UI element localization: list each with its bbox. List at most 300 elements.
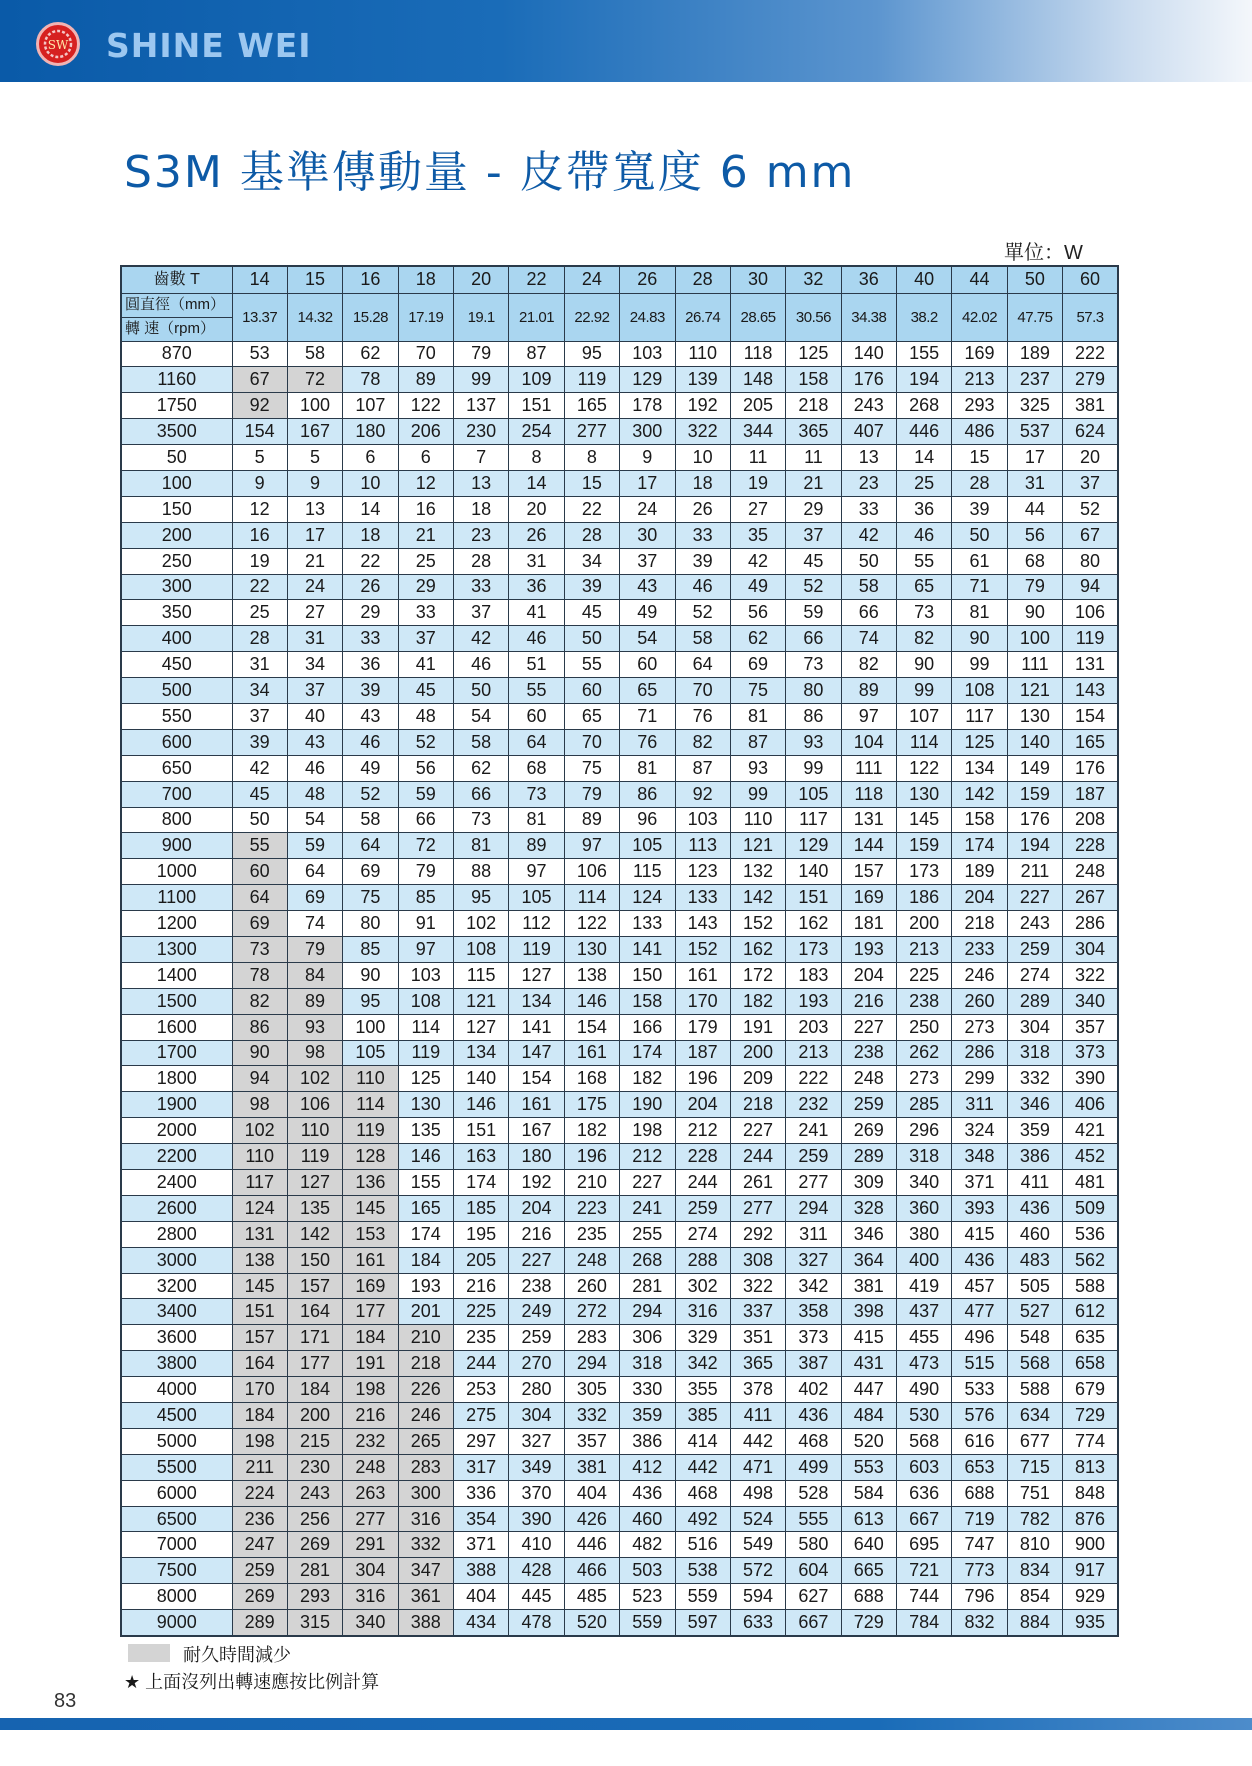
power-cell: 228: [675, 1144, 730, 1170]
power-cell: 262: [897, 1040, 952, 1066]
rpm-cell: 2000: [121, 1118, 232, 1144]
power-cell: 154: [232, 419, 287, 445]
table-row: [121, 678, 1118, 704]
power-cell: 225: [897, 962, 952, 988]
table-row: [121, 600, 1118, 626]
power-cell: 232: [786, 1092, 841, 1118]
power-cell: 478: [509, 1610, 564, 1636]
power-cell: 370: [509, 1480, 564, 1506]
power-cell: 280: [509, 1377, 564, 1403]
power-cell: 50: [564, 626, 619, 652]
power-cell: 27: [730, 496, 785, 522]
power-cell: 25: [398, 548, 453, 574]
power-cell: 426: [564, 1506, 619, 1532]
table-row: [121, 1066, 1118, 1092]
power-cell: 597: [675, 1610, 730, 1636]
power-cell: 162: [730, 936, 785, 962]
power-cell: 73: [509, 781, 564, 807]
power-cell: 227: [730, 1118, 785, 1144]
power-cell: 466: [564, 1558, 619, 1584]
power-cell: 419: [897, 1273, 952, 1299]
power-cell: 182: [620, 1066, 675, 1092]
rpm-cell: 1300: [121, 936, 232, 962]
power-cell: 436: [1007, 1195, 1062, 1221]
power-cell: 688: [952, 1480, 1007, 1506]
power-cell: 35: [730, 522, 785, 548]
power-cell: 346: [841, 1221, 896, 1247]
power-cell: 365: [786, 419, 841, 445]
table-row: [121, 703, 1118, 729]
tooth-count-row: [121, 266, 1118, 293]
power-cell: 56: [730, 600, 785, 626]
power-cell: 653: [952, 1454, 1007, 1480]
power-cell: 103: [620, 341, 675, 367]
power-cell: 19: [730, 470, 785, 496]
power-cell: 21: [287, 548, 342, 574]
power-cell: 90: [1007, 600, 1062, 626]
power-cell: 112: [509, 911, 564, 937]
power-cell: 34: [232, 678, 287, 704]
power-cell: 241: [786, 1118, 841, 1144]
table-row: [121, 1325, 1118, 1351]
power-cell: 216: [454, 1273, 509, 1299]
power-cell: 80: [343, 911, 398, 937]
power-cell: 721: [897, 1558, 952, 1584]
rpm-cell: 6000: [121, 1480, 232, 1506]
power-cell: 358: [786, 1299, 841, 1325]
power-cell: 79: [564, 781, 619, 807]
power-cell: 121: [454, 988, 509, 1014]
power-cell: 328: [841, 1195, 896, 1221]
power-cell: 14: [897, 445, 952, 471]
power-cell: 332: [1007, 1066, 1062, 1092]
power-cell: 259: [841, 1092, 896, 1118]
power-cell: 22: [232, 574, 287, 600]
power-cell: 230: [454, 419, 509, 445]
power-cell: 189: [1007, 341, 1062, 367]
power-cell: 102: [454, 911, 509, 937]
power-cell: 267: [1063, 885, 1118, 911]
power-cell: 498: [730, 1480, 785, 1506]
power-cell: 31: [232, 652, 287, 678]
power-cell: 359: [620, 1403, 675, 1429]
power-cell: 54: [454, 703, 509, 729]
power-cell: 23: [454, 522, 509, 548]
power-cell: 53: [232, 341, 287, 367]
power-cell: 58: [675, 626, 730, 652]
power-cell: 388: [454, 1558, 509, 1584]
power-cell: 442: [730, 1428, 785, 1454]
power-cell: 548: [1007, 1325, 1062, 1351]
power-cell: 477: [952, 1299, 1007, 1325]
power-cell: 106: [564, 859, 619, 885]
power-cell: 296: [897, 1118, 952, 1144]
power-cell: 386: [620, 1428, 675, 1454]
power-cell: 62: [454, 755, 509, 781]
power-cell: 69: [730, 652, 785, 678]
power-cell: 115: [454, 962, 509, 988]
reduced-life-cell: 79: [287, 936, 342, 962]
power-cell: 71: [620, 703, 675, 729]
power-cell: 261: [730, 1170, 785, 1196]
tooth-count-cell: 24: [564, 266, 619, 293]
power-cell: 436: [786, 1403, 841, 1429]
power-cell: 446: [564, 1532, 619, 1558]
power-cell: 176: [841, 367, 896, 393]
power-cell: 34: [287, 652, 342, 678]
power-cell: 140: [454, 1066, 509, 1092]
power-cell: 43: [620, 574, 675, 600]
power-cell: 15: [952, 445, 1007, 471]
reduced-life-cell: 277: [343, 1506, 398, 1532]
power-cell: 157: [841, 859, 896, 885]
reduced-life-cell: 224: [232, 1480, 287, 1506]
power-cell: 48: [398, 703, 453, 729]
power-cell: 15: [564, 470, 619, 496]
power-cell: 695: [897, 1532, 952, 1558]
power-cell: 105: [786, 781, 841, 807]
power-cell: 917: [1063, 1558, 1118, 1584]
power-cell: 125: [952, 729, 1007, 755]
power-cell: 359: [1007, 1118, 1062, 1144]
reduced-life-cell: 256: [287, 1506, 342, 1532]
power-cell: 28: [952, 470, 1007, 496]
power-cell: 42: [841, 522, 896, 548]
power-cell: 108: [454, 936, 509, 962]
power-cell: 243: [841, 393, 896, 419]
power-cell: 259: [1007, 936, 1062, 962]
power-cell: 572: [730, 1558, 785, 1584]
power-cell: 559: [620, 1610, 675, 1636]
power-cell: 306: [620, 1325, 675, 1351]
table-row: [121, 988, 1118, 1014]
diameter-cell: 42.02: [952, 293, 1007, 341]
power-cell: 244: [730, 1144, 785, 1170]
power-cell: 516: [675, 1532, 730, 1558]
power-cell: 75: [730, 678, 785, 704]
power-cell: 309: [841, 1170, 896, 1196]
power-cell: 169: [841, 885, 896, 911]
power-cell: 304: [509, 1403, 564, 1429]
power-cell: 273: [897, 1066, 952, 1092]
power-cell: 22: [343, 548, 398, 574]
power-cell: 103: [398, 962, 453, 988]
power-cell: 747: [952, 1532, 1007, 1558]
power-cell: 55: [897, 548, 952, 574]
power-cell: 119: [1063, 626, 1118, 652]
power-cell: 119: [398, 1040, 453, 1066]
power-cell: 848: [1063, 1480, 1118, 1506]
power-cell: 499: [786, 1454, 841, 1480]
reduced-life-cell: 211: [232, 1454, 287, 1480]
diameter-cell: 34.38: [841, 293, 896, 341]
rpm-cell: 5000: [121, 1428, 232, 1454]
power-cell: 468: [675, 1480, 730, 1506]
power-cell: 415: [952, 1221, 1007, 1247]
tooth-count-cell: 60: [1063, 266, 1118, 293]
power-cell: 26: [675, 496, 730, 522]
power-cell: 198: [620, 1118, 675, 1144]
reduced-life-cell: 177: [287, 1351, 342, 1377]
power-cell: 96: [620, 807, 675, 833]
power-cell: 118: [730, 341, 785, 367]
reduced-life-cell: 164: [232, 1351, 287, 1377]
gear-logo-icon: [42, 28, 74, 60]
power-cell: 228: [1063, 833, 1118, 859]
reduced-life-cell: 110: [232, 1144, 287, 1170]
power-cell: 406: [1063, 1092, 1118, 1118]
power-cell: 259: [786, 1144, 841, 1170]
power-cell: 100: [343, 1014, 398, 1040]
power-cell: 41: [509, 600, 564, 626]
power-rating-table: [120, 265, 1119, 1637]
power-cell: 634: [1007, 1403, 1062, 1429]
reduced-life-cell: 86: [232, 1014, 287, 1040]
power-cell: 667: [897, 1506, 952, 1532]
power-cell: 37: [786, 522, 841, 548]
table-row: [121, 1092, 1118, 1118]
power-cell: 9: [287, 470, 342, 496]
power-cell: 196: [564, 1144, 619, 1170]
power-cell: 460: [1007, 1221, 1062, 1247]
power-cell: 318: [1007, 1040, 1062, 1066]
power-cell: 82: [841, 652, 896, 678]
reduced-life-cell: 215: [287, 1428, 342, 1454]
rpm-cell: 7000: [121, 1532, 232, 1558]
power-cell: 810: [1007, 1532, 1062, 1558]
power-cell: 64: [509, 729, 564, 755]
power-cell: 515: [952, 1351, 1007, 1377]
power-cell: 194: [897, 367, 952, 393]
power-cell: 216: [509, 1221, 564, 1247]
reduced-life-cell: 332: [398, 1532, 453, 1558]
power-cell: 635: [1063, 1325, 1118, 1351]
power-cell: 832: [952, 1610, 1007, 1636]
reduced-life-cell: 119: [343, 1118, 398, 1144]
power-cell: 26: [343, 574, 398, 600]
power-cell: 636: [897, 1480, 952, 1506]
power-cell: 9: [620, 445, 675, 471]
power-cell: 52: [343, 781, 398, 807]
reduced-life-cell: 316: [398, 1506, 453, 1532]
power-cell: 69: [287, 885, 342, 911]
power-cell: 190: [620, 1092, 675, 1118]
reduced-life-cell: 124: [232, 1195, 287, 1221]
power-cell: 398: [841, 1299, 896, 1325]
power-cell: 193: [841, 936, 896, 962]
table-row: [121, 1040, 1118, 1066]
rpm-cell: 1800: [121, 1066, 232, 1092]
power-cell: 119: [564, 367, 619, 393]
table-row: [121, 1299, 1118, 1325]
table-row: [121, 626, 1118, 652]
power-cell: 259: [675, 1195, 730, 1221]
power-cell: 39: [675, 548, 730, 574]
power-cell: 147: [509, 1040, 564, 1066]
power-cell: 182: [564, 1118, 619, 1144]
power-cell: 43: [343, 703, 398, 729]
diameter-cell: 57.3: [1063, 293, 1118, 341]
reduced-life-cell: 92: [232, 393, 287, 419]
power-cell: 342: [786, 1273, 841, 1299]
power-cell: 81: [620, 755, 675, 781]
reduced-life-cell: 184: [343, 1325, 398, 1351]
power-cell: 80: [786, 678, 841, 704]
power-cell: 95: [564, 341, 619, 367]
power-cell: 218: [952, 911, 1007, 937]
power-cell: 447: [841, 1377, 896, 1403]
power-cell: 124: [620, 885, 675, 911]
power-cell: 442: [675, 1454, 730, 1480]
power-cell: 30: [620, 522, 675, 548]
power-cell: 72: [398, 833, 453, 859]
rpm-cell: 200: [121, 522, 232, 548]
power-cell: 33: [454, 574, 509, 600]
power-cell: 143: [1063, 678, 1118, 704]
rpm-cell: 1900: [121, 1092, 232, 1118]
power-cell: 186: [897, 885, 952, 911]
reduced-life-cell: 171: [287, 1325, 342, 1351]
table-row: [121, 885, 1118, 911]
power-cell: 509: [1063, 1195, 1118, 1221]
power-cell: 161: [509, 1092, 564, 1118]
power-cell: 60: [620, 652, 675, 678]
table-row: [121, 393, 1118, 419]
reduced-life-cell: 230: [287, 1454, 342, 1480]
power-cell: 82: [897, 626, 952, 652]
power-cell: 412: [620, 1454, 675, 1480]
power-cell: 18: [454, 496, 509, 522]
power-cell: 59: [287, 833, 342, 859]
power-cell: 218: [730, 1092, 785, 1118]
diameter-cell: 19.1: [454, 293, 509, 341]
power-cell: 200: [730, 1040, 785, 1066]
power-cell: 222: [786, 1066, 841, 1092]
power-cell: 21: [398, 522, 453, 548]
power-cell: 110: [675, 341, 730, 367]
power-cell: 71: [952, 574, 1007, 600]
power-cell: 146: [564, 988, 619, 1014]
table-row: [121, 419, 1118, 445]
power-cell: 324: [952, 1118, 1007, 1144]
table-row: [121, 859, 1118, 885]
reduced-life-cell: 151: [232, 1299, 287, 1325]
power-cell: 170: [675, 988, 730, 1014]
rpm-cell: 500: [121, 678, 232, 704]
power-cell: 612: [1063, 1299, 1118, 1325]
power-cell: 381: [564, 1454, 619, 1480]
rpm-cell: 550: [121, 703, 232, 729]
power-cell: 183: [786, 962, 841, 988]
power-cell: 41: [398, 652, 453, 678]
power-cell: 193: [786, 988, 841, 1014]
power-cell: 490: [897, 1377, 952, 1403]
reduced-life-cell: 226: [398, 1377, 453, 1403]
power-cell: 95: [454, 885, 509, 911]
power-cell: 196: [675, 1066, 730, 1092]
power-cell: 176: [1007, 807, 1062, 833]
tooth-count-cell: 28: [675, 266, 730, 293]
power-cell: 173: [786, 936, 841, 962]
table-row: [121, 1480, 1118, 1506]
power-cell: 14: [343, 496, 398, 522]
power-cell: 122: [897, 755, 952, 781]
power-cell: 90: [343, 962, 398, 988]
rpm-cell: 1500: [121, 988, 232, 1014]
power-cell: 191: [730, 1014, 785, 1040]
power-cell: 174: [454, 1170, 509, 1196]
power-cell: 274: [675, 1221, 730, 1247]
power-cell: 135: [398, 1118, 453, 1144]
power-cell: 118: [841, 781, 896, 807]
power-cell: 194: [1007, 833, 1062, 859]
power-cell: 138: [564, 962, 619, 988]
rpm-cell: 900: [121, 833, 232, 859]
power-cell: 327: [509, 1428, 564, 1454]
power-cell: 342: [675, 1351, 730, 1377]
power-cell: 149: [1007, 755, 1062, 781]
power-cell: 782: [1007, 1506, 1062, 1532]
power-cell: 152: [730, 911, 785, 937]
brand-name: SHINE WEI: [106, 26, 312, 65]
power-cell: 85: [398, 885, 453, 911]
power-cell: 87: [730, 729, 785, 755]
power-cell: 93: [730, 755, 785, 781]
power-cell: 66: [841, 600, 896, 626]
power-cell: 111: [841, 755, 896, 781]
power-cell: 187: [675, 1040, 730, 1066]
power-cell: 211: [1007, 859, 1062, 885]
power-cell: 584: [841, 1480, 896, 1506]
power-cell: 27: [287, 600, 342, 626]
power-cell: 108: [398, 988, 453, 1014]
power-cell: 14: [509, 470, 564, 496]
power-cell: 89: [564, 807, 619, 833]
svg-text:SW: SW: [47, 38, 69, 52]
power-cell: 505: [1007, 1273, 1062, 1299]
power-cell: 158: [786, 367, 841, 393]
power-cell: 294: [786, 1195, 841, 1221]
power-cell: 50: [952, 522, 1007, 548]
power-cell: 75: [564, 755, 619, 781]
power-cell: 133: [675, 885, 730, 911]
power-cell: 36: [897, 496, 952, 522]
power-cell: 133: [620, 911, 675, 937]
reduced-life-cell: 145: [343, 1195, 398, 1221]
reduced-life-cell: 169: [343, 1273, 398, 1299]
power-cell: 254: [509, 419, 564, 445]
rpm-cell: 3600: [121, 1325, 232, 1351]
power-cell: 796: [952, 1584, 1007, 1610]
power-cell: 344: [730, 419, 785, 445]
tooth-count-cell: 18: [398, 266, 453, 293]
power-cell: 13: [841, 445, 896, 471]
reduced-life-cell: 89: [287, 988, 342, 1014]
power-cell: 161: [564, 1040, 619, 1066]
power-cell: 141: [620, 936, 675, 962]
power-cell: 322: [730, 1273, 785, 1299]
power-cell: 42: [454, 626, 509, 652]
footnote: ★ 上面沒列出轉速應按比例計算: [124, 1672, 380, 1692]
page-number: 83: [54, 1690, 77, 1712]
power-cell: 355: [675, 1377, 730, 1403]
power-cell: 99: [454, 367, 509, 393]
power-cell: 204: [952, 885, 1007, 911]
power-cell: 533: [952, 1377, 1007, 1403]
power-cell: 299: [952, 1066, 1007, 1092]
table-row: [121, 1403, 1118, 1429]
power-cell: 79: [398, 859, 453, 885]
